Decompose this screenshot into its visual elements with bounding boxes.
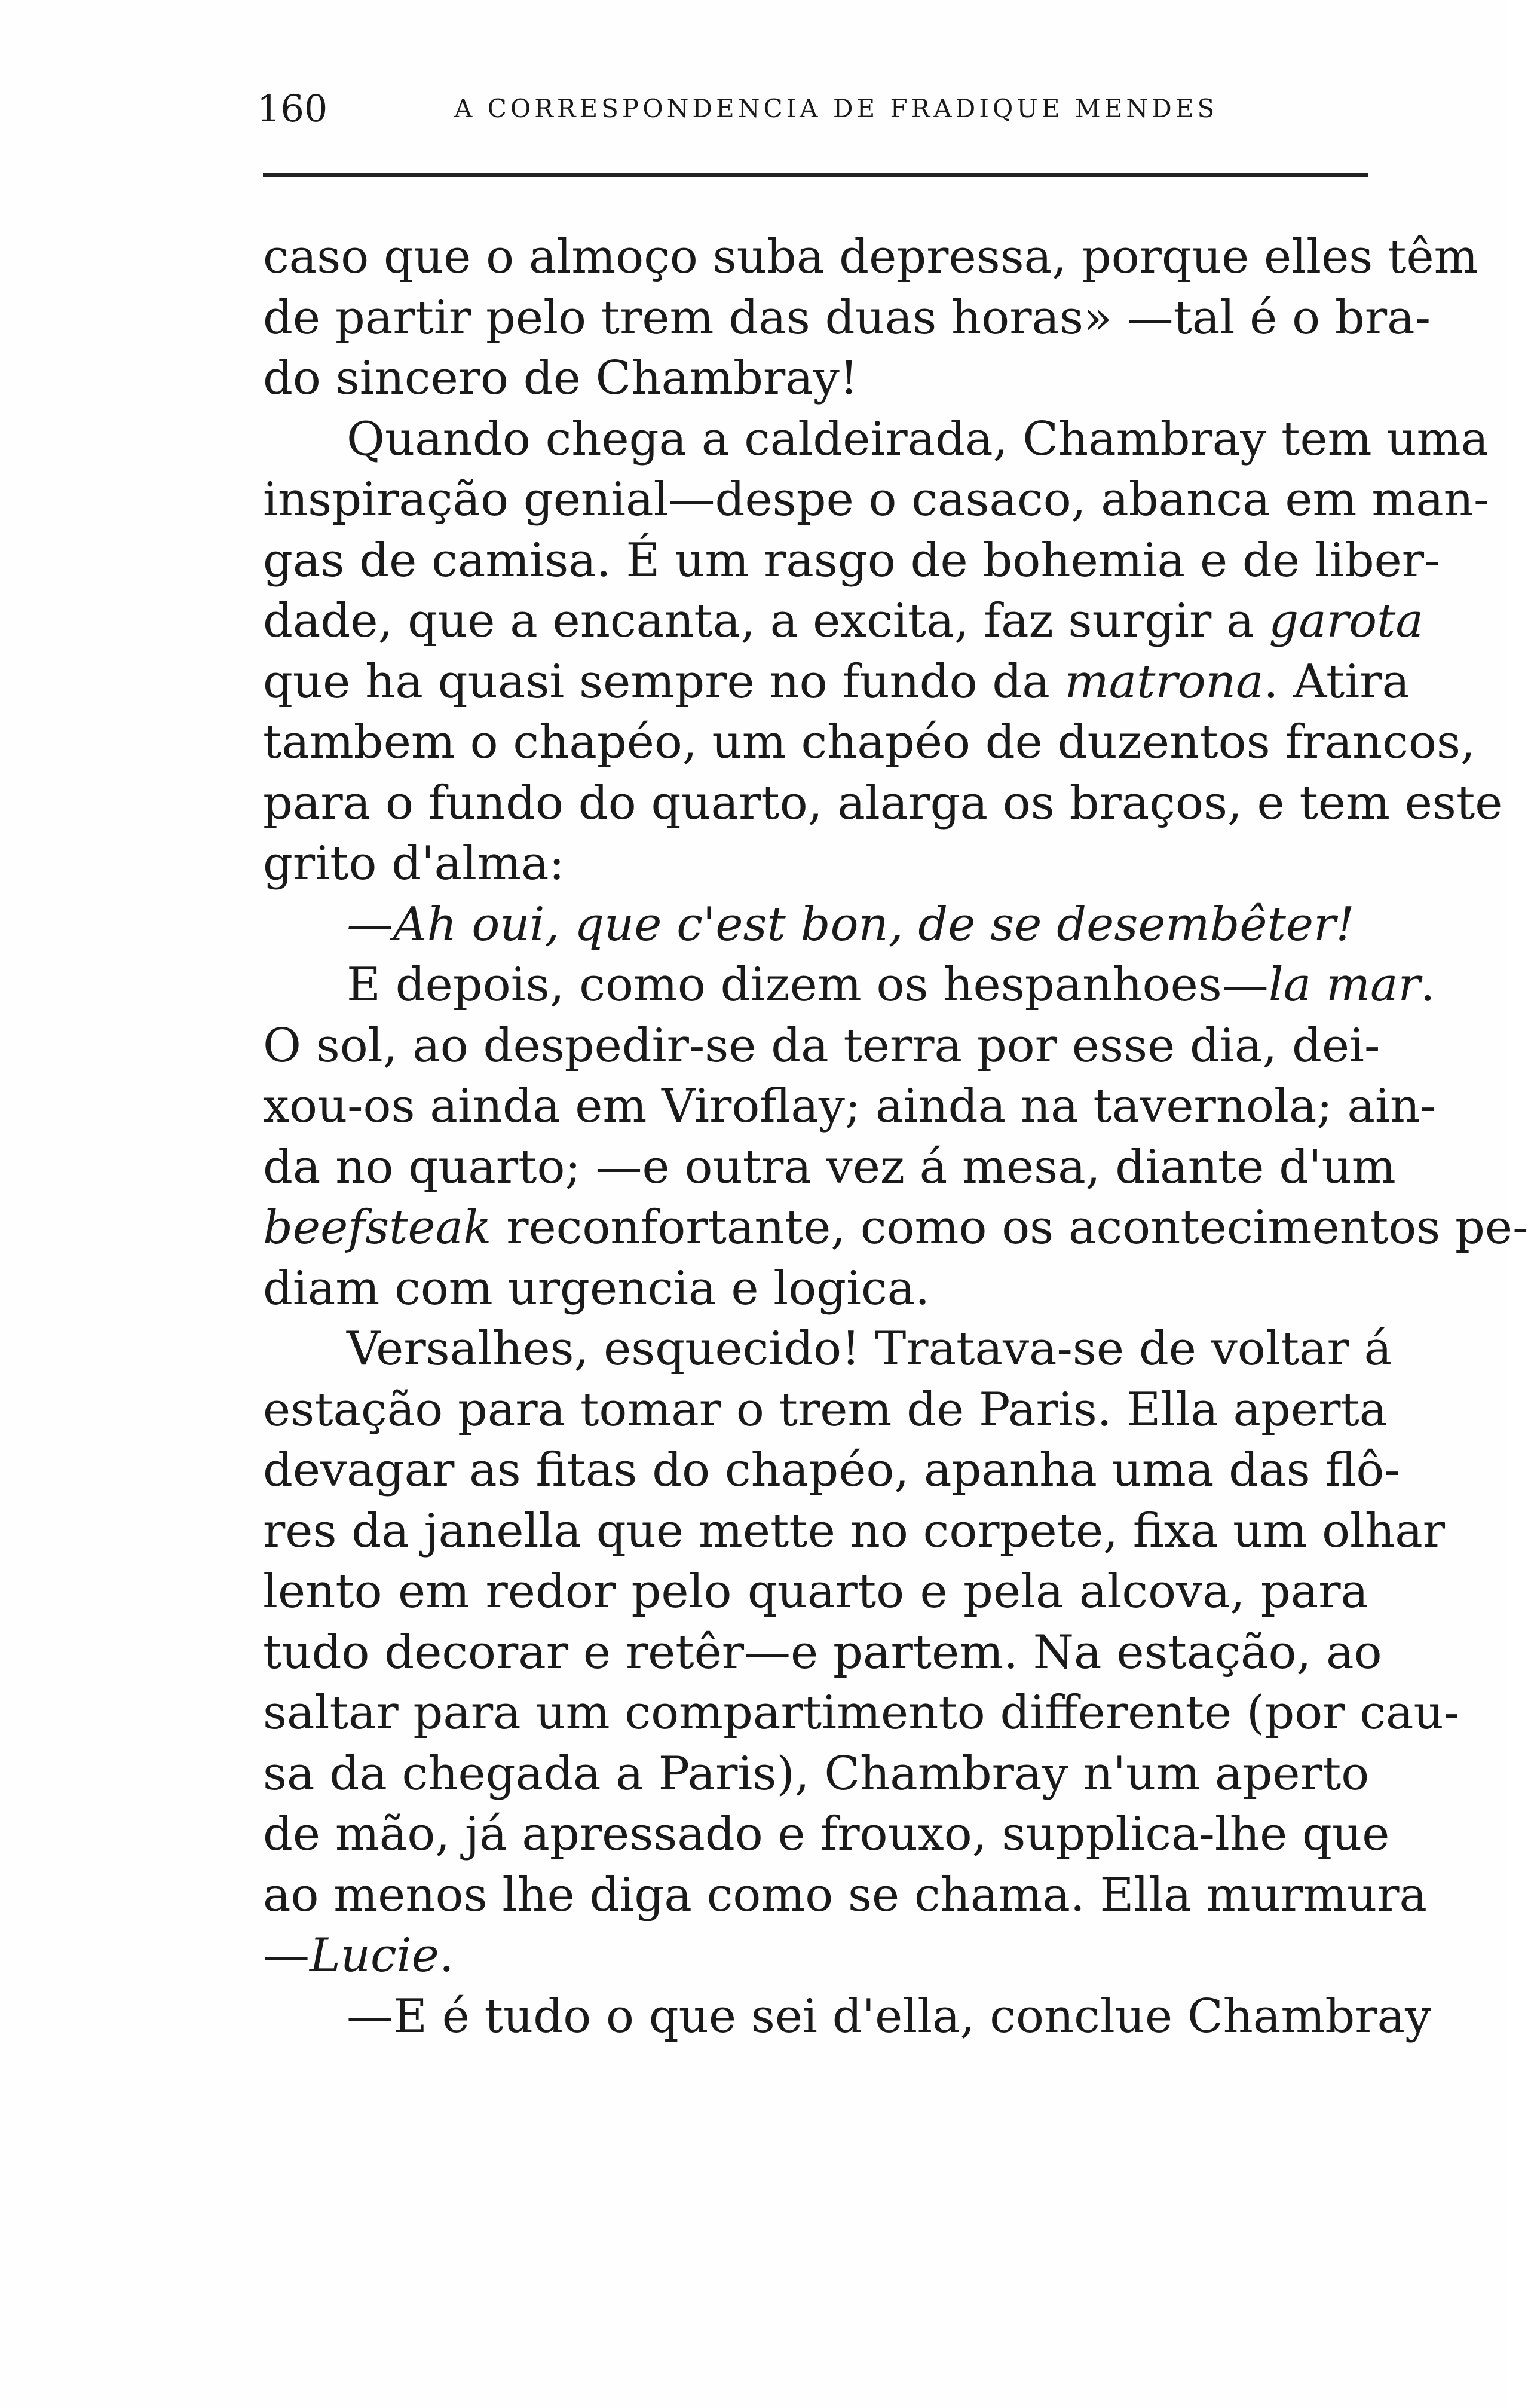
text-line: E depois, como dizem os hespanhoes—la mar. — [347, 958, 1435, 1012]
text-line: inspiração genial—despe o casaco, abanca em man- — [263, 473, 1490, 527]
text-line: Versalhes, esquecido! Tratava-se de voltar á — [347, 1322, 1392, 1376]
text-line: tambem o chapéo, um chapéo de duzentos francos, — [263, 715, 1475, 769]
text-line: —E é tudo o que sei d'ella, conclue Chambray — [347, 1989, 1432, 2043]
text-line: sa da chegada a Paris), Chambray n'um aperto — [263, 1746, 1370, 1801]
page-number: 160 — [257, 87, 328, 130]
text-line: de mão, já apressado e frouxo, supplica-lhe que — [263, 1807, 1390, 1861]
text-line: xou-os ainda em Viroflay; ainda na tavernola; ain- — [263, 1079, 1436, 1133]
text-line: lento em redor pelo quarto e pela alcova, para — [263, 1565, 1368, 1618]
text-line: saltar para um compartimento differente (por cau- — [263, 1686, 1460, 1740]
text-line: diam com urgencia e logica. — [263, 1261, 930, 1315]
header-rule — [263, 173, 1368, 177]
text-line: res da janella que mette no corpete, fixa um olhar — [263, 1504, 1445, 1558]
text-line: caso que o almoço suba depressa, porque elles têm — [263, 230, 1478, 284]
text-line: grito d'alma: — [263, 837, 565, 891]
text-line: beefsteak reconfortante, como os acontecimentos pe- — [263, 1201, 1528, 1255]
dialogue-line: —Ah oui, que c'est bon, de se desembêter! — [347, 897, 1355, 951]
text-line: da no quarto; —e outra vez á mesa, diante d'um — [263, 1140, 1396, 1194]
text-line: ao menos lhe diga como se chama. Ella murmura — [263, 1868, 1428, 1922]
text-line: gas de camisa. É um rasgo de bohemia e de liber- — [263, 533, 1440, 588]
text-line: para o fundo do quarto, alarga os braços, e tem este — [263, 776, 1503, 830]
text-line: que ha quasi sempre no fundo da matrona. Atira — [263, 654, 1410, 709]
text-line: —Lucie. — [263, 1929, 454, 1982]
text-line: do sincero de Chambray! — [263, 351, 859, 405]
text-line: estação para tomar o trem de Paris. Ella aperta — [263, 1382, 1388, 1437]
text-line: de partir pelo trem das duas horas» —tal é o bra- — [263, 290, 1431, 345]
text-line: devagar as fitas do chapéo, apanha uma das flô- — [263, 1443, 1400, 1497]
text-line: O sol, ao despedir-se da terra por esse dia, dei- — [263, 1018, 1380, 1073]
text-line: dade, que a encanta, a excita, faz surgir a garota — [263, 594, 1423, 648]
running-title: A CORRESPONDENCIA DE FRADIQUE MENDES — [454, 94, 1218, 123]
text-line: Quando chega a caldeirada, Chambray tem uma — [347, 412, 1489, 466]
body-text — [263, 227, 1528, 2047]
running-head — [257, 85, 1351, 133]
text-line: tudo decorar e retêr—e partem. Na estação, ao — [263, 1625, 1382, 1679]
